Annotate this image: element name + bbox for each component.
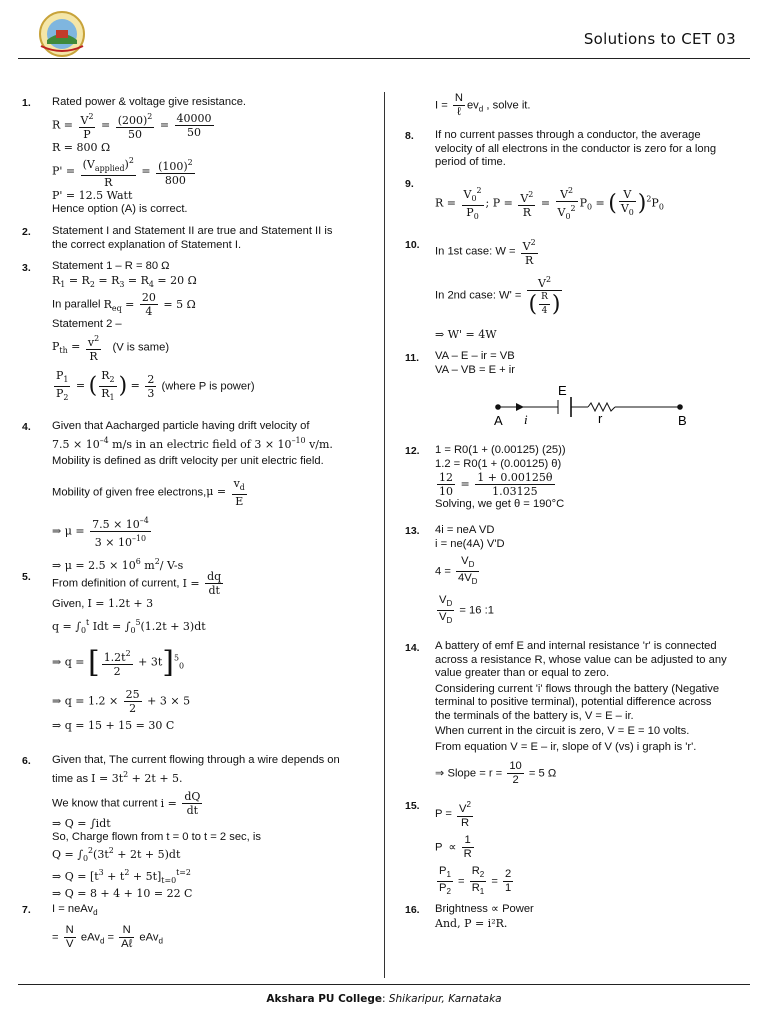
question-number: 14. xyxy=(405,642,420,654)
question-number: 11. xyxy=(405,352,420,364)
current-label: i xyxy=(524,412,528,427)
node-label-a: A xyxy=(494,413,503,428)
solution-3: Statement 1 – R = 80 Ω $R_1 = R_2 = R_3 = R_4 = 20$ Ω In parallel $R_{eq}$ = $\frac{20}{4}$ = 5 Ω Statement 2 – $P_{th}$ = $\frac{v^2}{R}$ (V is same) $\frac{P_1}{P_2}$ = ( $\frac{R_2}{R_1}$ ) = $\frac{2}{3}$ (where P is power) xyxy=(52,260,255,402)
question-number: 3. xyxy=(22,262,31,274)
question-number: 7. xyxy=(22,904,31,916)
footer-location: Shikaripur, Karnataka xyxy=(388,993,502,1005)
question-number: 10. xyxy=(405,239,420,251)
resistor-icon xyxy=(588,403,615,411)
circuit-diagram xyxy=(480,380,710,430)
solution-1: Rated power & voltage give resistance. R = $\frac{V^2}{P}$ = $\frac{(200)^2}{50}$ = $\frac{40000}{50}$ R = 800 Ω P' = $\frac{(V_{applied})^2}{R}$ = $\frac{(100)^2}{800}$ P' = 12.5 Watt Hence option (A) is correct. xyxy=(52,96,247,215)
arrow-icon xyxy=(516,403,524,411)
header-divider xyxy=(18,58,750,59)
question-number: 6. xyxy=(22,755,31,767)
solution-15: P = $\frac{V^2}{R}$ P ∝ $\frac{1}{R}$ $\frac{P_1}{P_2}$ = $\frac{R_2}{R_1}$ = $\frac{2}{1}$ xyxy=(435,800,512,896)
question-number: 13. xyxy=(405,525,420,537)
solution-4: Given that Aacharged particle having drift velocity of $7.5 \times 10^{-4}$ m/s in an electric field of $3 \times 10^{-10}$ v/m. Mobility is defined as drift velocity per unit electric field. Mobility of given free electrons,μ = $\frac{v_d}{E}$ ⇒ μ = $\frac{7.5 \times 10^{-4}}{3 \times 10^{-10}}$ ⇒ $\mu = 2.5 \times 10^6$ $m^2/$ V-s xyxy=(52,420,333,572)
page-title: Solutions to CET 03 xyxy=(583,30,736,48)
solution-14: A battery of emf E and internal resistance 'r' is connected across a resistance R, whose value can be adjusted to any value greater than or equal to zero. Considering current 'i' flows through the battery (Negative terminal to positive terminal), potential difference across the terminals of the battery is, V = E – ir. When current in the circuit is zero, V = E = 10 volts. From equation V = E – ir, slope of V (vs) i graph is 'r'. ⇒ Slope = r = $\frac{10}{2}$ = 5 Ω xyxy=(435,640,727,786)
solution-8: If no current passes through a conductor, the average velocity of all electrons in the conductor is zero for a long period of time. xyxy=(435,129,717,168)
solution-2: Statement I and Statement II are true and Statement II is the correct explanation of Statement I. xyxy=(52,225,333,251)
footer-divider xyxy=(18,984,750,985)
question-number: 9. xyxy=(405,178,414,190)
question-number: 15. xyxy=(405,800,420,812)
solution-11: VA – E – ir = VB VA – VB = E + ir xyxy=(435,350,516,376)
question-number: 5. xyxy=(22,571,31,583)
emf-label: E xyxy=(558,383,567,398)
solution-16: Brightness ∝ Power And, P = i²R. xyxy=(435,903,534,930)
solution-5: From definition of current, I = $\frac{dq}{dt}$ Given, I = 1.2t + 3 $q = \int_0^t$ Idt = $\int_0^5(1.2t + 3)dt$ ⇒ q = [ $\frac{1.2t^2}{2}$ + 3t]$^5_0$ ⇒ q = 1.2 × $\frac{25}{2}$ + 3 × 5 ⇒ q = 15 + 15 = 30 C xyxy=(52,570,222,732)
solution-9: R = $\frac{V_0^2}{P_0}$ ; P = $\frac{V^2}{R}$ = $\frac{V^2}{V_0^2}$ $P_0$ = ( $\frac{V}{V_0}$ )$^2P_0$ xyxy=(435,186,664,221)
column-divider xyxy=(384,92,385,978)
footer: Akshara PU College: Shikaripur, Karnataka xyxy=(266,993,502,1005)
college-logo xyxy=(32,10,92,58)
question-number: 4. xyxy=(22,421,31,433)
node-label-b: B xyxy=(678,413,687,428)
solution-7: I = neAv$_d$ = $\frac{N}{V}$ eAv$_d$ = $\frac{N}{\text{Aℓ}}$ eAv$_d$ xyxy=(52,903,163,950)
question-number: 2. xyxy=(22,226,31,238)
resistance-label: r xyxy=(598,411,603,426)
question-number: 1. xyxy=(22,97,31,109)
solution-10: In 1st case: W = $\frac{V^2}{R}$ In 2nd case: W' = $V^2$ ( $\frac{R}{4}$ ) ⇒ W' = 4W xyxy=(435,238,561,341)
solution-13: 4i = neA VD i = ne(4A) V'D 4 = $\frac{V_D}{4V_D}$ $\frac{V_D}{V_D}$ = 16 :1 xyxy=(435,524,505,625)
solution-7-continued: I = $\frac{N}{\text{ℓ}}$ $ev_d$ , solve it. xyxy=(435,92,531,118)
solution-6: Given that, The current flowing through a wire depends on time as $I = 3t^2 + 2t + 5$. We know that current i = $\frac{dQ}{dt}$ ⇒ Q = ∫idt So, Charge flown from t = 0 to t = 2 sec, is $Q = \int_0^2(3t^2 + 2t + 5)dt$ ⇒ $Q = [t^3 + t^2 + 5t]_{t=0}^{t=2}$ ⇒ Q = 8 + 4 + 10 = 22 C xyxy=(52,754,340,900)
footer-college: Akshara PU College xyxy=(266,993,382,1005)
solution-12: 1 = R0(1 + (0.00125) (25)) 1.2 = R0(1 + (0.00125) θ) $\frac{12}{10}$ = $\frac{1 + 0.00125\theta}{1.03125}$ Solving, we get θ = 190°C xyxy=(435,444,566,510)
question-number: 12. xyxy=(405,445,420,457)
question-number: 16. xyxy=(405,904,420,916)
question-number: 8. xyxy=(405,130,414,142)
